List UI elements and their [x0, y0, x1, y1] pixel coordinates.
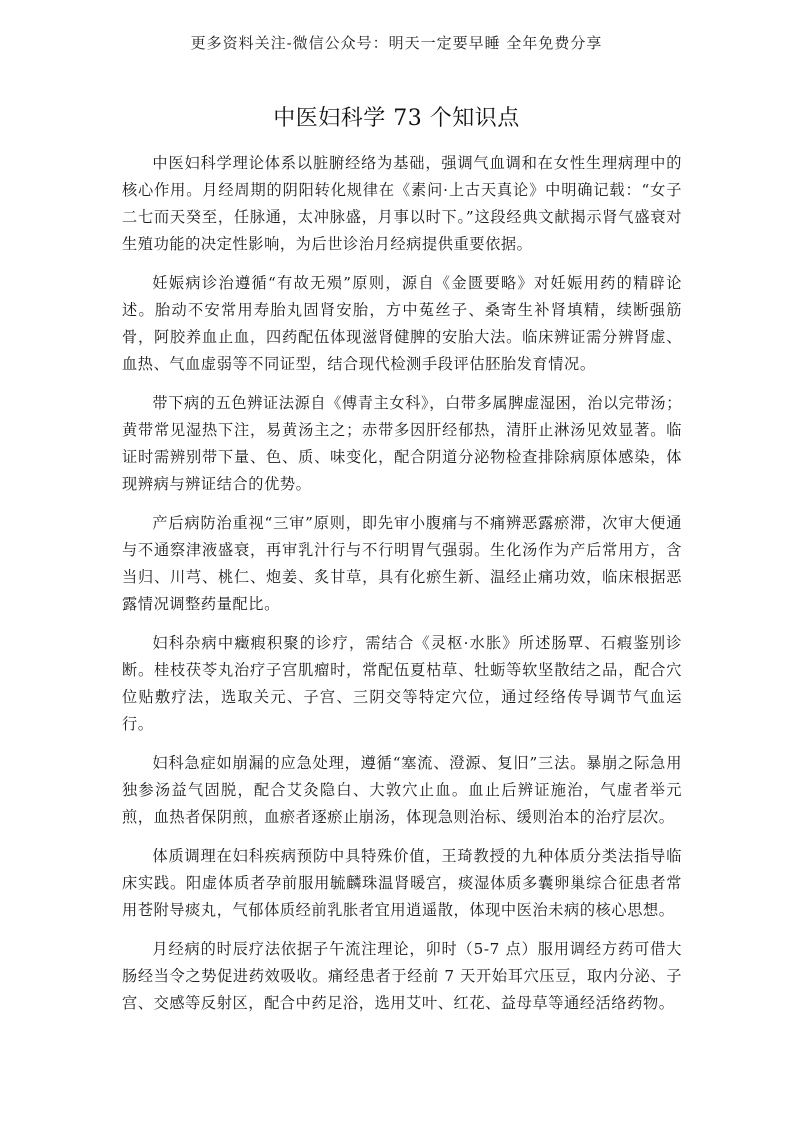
paragraph-1: 中医妇科学理论体系以脏腑经络为基础，强调气血调和在女性生理病理中的核心作用。月经周期的阴阳转化规律在《素问·上古天真论》中明确记载：“女子二七而天癸至，任脉通，太冲脉盛，月事以时下。”这段经典文献揭示肾气盛衰对生殖功能的决定性影响，为后世诊治月经病提供重要依据。: [122, 154, 682, 253]
paragraph-3: 带下病的五色辨证法源自《傅青主女科》，白带多属脾虚湿困，治以完带汤；黄带常见湿热下注，易黄汤主之；赤带多因肝经郁热，清肝止淋汤见效显著。临证时需辨别带下量、色、质、味变化，配合阴道分泌物检查排除病原体感染，体现辨病与辨证结合的优势。: [122, 394, 682, 493]
body-content: [122, 150, 682, 1029]
paragraph-6: 妇科急症如崩漏的应急处理，遵循“塞流、澄源、复旧”三法。暴崩之际急用独参汤益气固脱，配合艾灸隐白、大敦穴止血。血止后辨证施治，气虚者举元煎，血热者保阴煎，血瘀者逐瘀止崩汤，体现急则治标、缓则治本的治疗层次。: [122, 754, 682, 826]
paragraph-7: 体质调理在妇科疾病预防中具特殊价值，王琦教授的九种体质分类法指导临床实践。阳虚体质者孕前服用毓麟珠温肾暖宫，痰湿体质多囊卵巢综合征患者常用苍附导痰丸，气郁体质经前乳胀者宜用逍遥散，体现中医治未病的核心思想。: [122, 847, 682, 919]
header-note: 更多资料关注-微信公众号：明天一定要早睡 全年免费分享: [190, 34, 603, 52]
page-title: 中医妇科学 73 个知识点: [273, 106, 520, 131]
paragraph-2: 妊娠病诊治遵循“有故无殒”原则，源自《金匮要略》对妊娠用药的精辟论述。胎动不安常用寿胎丸固肾安胎，方中菟丝子、桑寄生补肾填精，续断强筋骨，阿胶养血止血，四药配伍体现滋肾健脾的安胎大法。临床辨证需分辨肾虚、血热、气血虚弱等不同证型，结合现代检测手段评估胚胎发育情况。: [122, 274, 682, 373]
paragraph-5: 妇科杂病中癥瘕积聚的诊疗，需结合《灵枢·水胀》所述肠覃、石瘕鉴别诊断。桂枝茯苓丸治疗子宫肌瘤时，常配伍夏枯草、牡蛎等软坚散结之品，配合穴位贴敷疗法，选取关元、子宫、三阴交等特定穴位，通过经络传导调节气血运行。: [122, 634, 682, 733]
paragraph-4: 产后病防治重视“三审”原则，即先审小腹痛与不痛辨恶露瘀滞，次审大便通与不通察津液盛衰，再审乳汁行与不行明胃气强弱。生化汤作为产后常用方，含当归、川芎、桃仁、炮姜、炙甘草，具有化瘀生新、温经止痛功效，临床根据恶露情况调整药量配比。: [122, 514, 682, 613]
paragraph-8: 月经病的时辰疗法依据子午流注理论，卯时（5-7 点）服用调经方药可借大肠经当令之势促进药效吸收。痛经患者于经前 7 天开始耳穴压豆，取内分泌、子宫、交感等反射区，配合中药足浴，选用艾叶、红花、益母草等通经活络药物。: [122, 940, 682, 1012]
